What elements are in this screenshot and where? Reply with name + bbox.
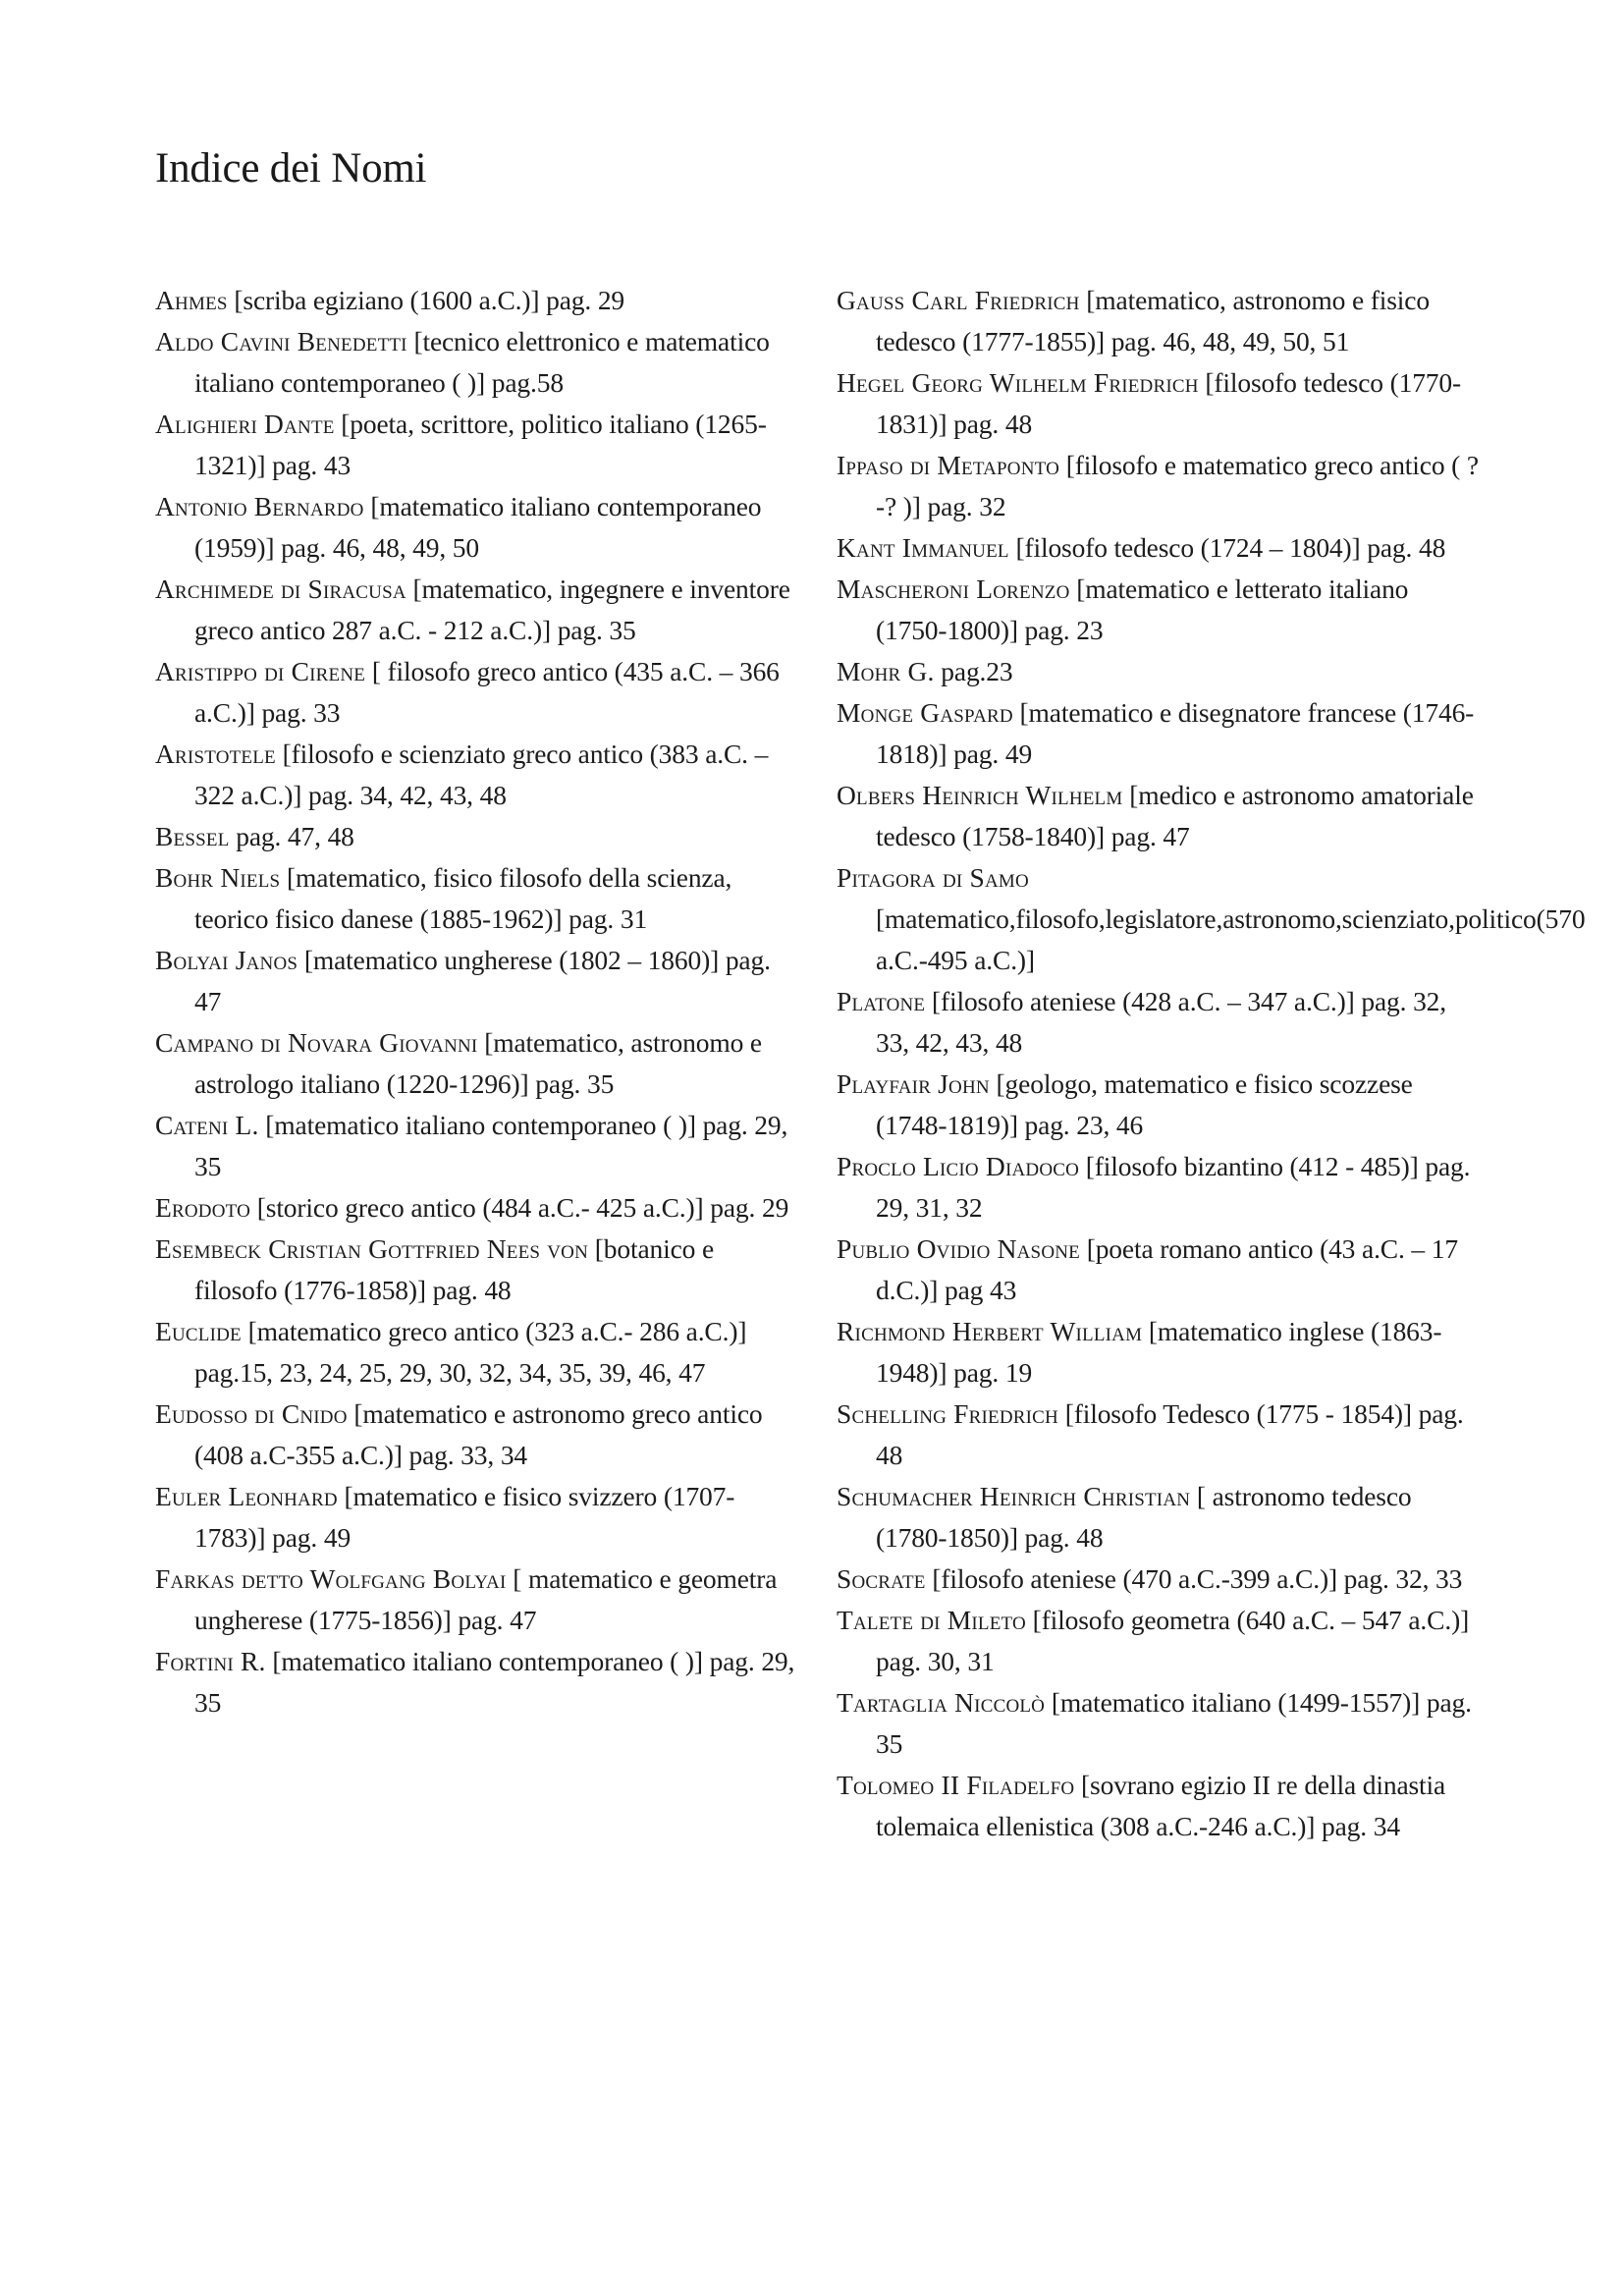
- entry-name: Bohr Niels: [155, 862, 281, 893]
- index-entry: [155, 1311, 803, 1394]
- page-title: Indice dei Nomi: [155, 145, 427, 191]
- entry-description: [matematico, astronomo e astrologo italiano (1220-1296)] pag. 35: [194, 1027, 762, 1099]
- index-entry: [837, 1146, 1485, 1229]
- entry-name: Schumacher Heinrich Christian: [837, 1481, 1191, 1511]
- entry-description: [matematico inglese (1863-1948)] pag. 19: [876, 1316, 1442, 1388]
- entry-description: [matematico, ingegnere e inventore greco antico 287 a.C. - 212 a.C.)] pag. 35: [194, 574, 790, 645]
- index-entry: [837, 1064, 1485, 1146]
- entry-name: Monge Gaspard: [837, 697, 1013, 728]
- entry-description: [ astronomo tedesco (1780-1850)] pag. 48: [876, 1481, 1412, 1553]
- entry-description: [ filosofo greco antico (435 a.C. – 366 a.C.)] pag. 33: [194, 656, 780, 728]
- index-column-left: [155, 280, 803, 1723]
- entry-name: Gauss Carl Friedrich: [837, 285, 1080, 315]
- entry-description: pag. 47, 48: [229, 821, 354, 851]
- entry-description: [filosofo ateniese (470 a.C.-399 a.C.)] pag. 32, 33: [925, 1563, 1463, 1594]
- entry-name: Kant Immanuel: [837, 532, 1009, 563]
- entry-description: [ matematico e geometra ungherese (1775-1856)] pag. 47: [194, 1563, 778, 1635]
- entry-description: [poeta romano antico (43 a.C. – 17 d.C.)] pag 43: [876, 1233, 1458, 1305]
- entry-description: [matematico e disegnatore francese (1746-1818)] pag. 49: [876, 697, 1475, 769]
- entry-description: [filosofo e scienziato greco antico (383 a.C. – 322 a.C.)] pag. 34, 42, 43, 48: [194, 738, 769, 810]
- index-entry: [155, 569, 803, 651]
- index-entry: [155, 816, 803, 857]
- entry-name: Eudosso di Cnido: [155, 1398, 348, 1429]
- index-entry: [155, 280, 803, 321]
- entry-name: Antonio Bernardo: [155, 491, 364, 521]
- entry-name: Ippaso di Metaponto: [837, 450, 1060, 480]
- index-entry: [155, 1558, 803, 1641]
- index-entry: [837, 1765, 1485, 1847]
- entry-name: Schelling Friedrich: [837, 1398, 1058, 1429]
- entry-description: [storico greco antico (484 a.C.- 425 a.C.)] pag. 29: [250, 1192, 789, 1223]
- index-entry: [155, 1641, 803, 1723]
- index-entry: [837, 1476, 1485, 1558]
- entry-description: [filosofo ateniese (428 a.C. – 347 a.C.)] pag. 32, 33, 42, 43, 48: [876, 986, 1446, 1058]
- entry-name: Ahmes: [155, 285, 228, 315]
- entry-description: [matematico italiano contemporaneo (1959)] pag. 46, 48, 49, 50: [194, 491, 762, 563]
- index-entry: [155, 940, 803, 1022]
- entry-description: [filosofo Tedesco (1775 - 1854)] pag. 48: [876, 1398, 1464, 1470]
- entry-description: [matematico e astronomo greco antico (408 a.C-355 a.C.)] pag. 33, 34: [194, 1398, 763, 1470]
- entry-name: Campano di Novara Giovanni: [155, 1027, 478, 1058]
- entry-description: [filosofo tedesco (1770-1831)] pag. 48: [876, 367, 1461, 439]
- entry-description: [sovrano egizio II re della dinastia tolemaica ellenistica (308 a.C.-246 a.C.)] pag. 34: [876, 1770, 1446, 1841]
- entry-description: [filosofo geometra (640 a.C. – 547 a.C.)] pag. 30, 31: [876, 1605, 1470, 1676]
- index-entry: [837, 362, 1485, 445]
- entry-name: Publio Ovidio Nasone: [837, 1233, 1080, 1264]
- entry-description: [filosofo bizantino (412 - 485)] pag. 29, 31, 32: [876, 1151, 1471, 1223]
- index-entry: [837, 981, 1485, 1064]
- index-entry: [155, 404, 803, 486]
- entry-name: Talete di Mileto: [837, 1605, 1026, 1635]
- index-entry: [837, 857, 1586, 981]
- entry-name: Pitagora di Samo: [837, 862, 1029, 893]
- index-entry: [155, 1229, 803, 1311]
- entry-name: Proclo Licio Diadoco: [837, 1151, 1080, 1181]
- index-entry: [155, 486, 803, 569]
- entry-name: Richmond Herbert William: [837, 1316, 1143, 1346]
- entry-name: Bessel: [155, 821, 230, 851]
- index-entry: [837, 445, 1485, 527]
- entry-name: Hegel Georg Wilhelm Friedrich: [837, 367, 1199, 398]
- index-entry: [837, 280, 1485, 362]
- entry-name: Aldo Cavini Benedetti: [155, 326, 407, 356]
- entry-name: Farkas detto Wolfgang Bolyai: [155, 1563, 507, 1594]
- index-entry: [837, 651, 1485, 692]
- entry-description: [filosofo tedesco (1724 – 1804)] pag. 48: [1008, 532, 1446, 563]
- entry-description: [matematico, astronomo e fisico tedesco (1777-1855)] pag. 46, 48, 49, 50, 51: [876, 285, 1430, 356]
- index-entry: [155, 1022, 803, 1105]
- index-entry: [155, 1187, 803, 1229]
- entry-description: [matematico e letterato italiano (1750-1800)] pag. 23: [876, 574, 1409, 645]
- entry-description: [poeta, scrittore, politico italiano (1265-1321)] pag. 43: [194, 409, 767, 480]
- entry-description: [geologo, matematico e fisico scozzese (1748-1819)] pag. 23, 46: [876, 1068, 1413, 1140]
- entry-description: [matematico, fisico filosofo della scienza, teorico fisico danese (1885-1962)] pag. 31: [194, 862, 732, 934]
- index-entry: [837, 527, 1485, 569]
- entry-name: Aristippo di Cirene: [155, 656, 366, 686]
- entry-name: Cateni L.: [155, 1110, 259, 1140]
- entry-name: Tolomeo II Filadelfo: [837, 1770, 1075, 1800]
- entry-name: Bolyai Janos: [155, 945, 298, 975]
- entry-name: Esembeck Cristian Gottfried Nees von: [155, 1233, 589, 1264]
- entry-description: [tecnico elettronico e matematico italiano contemporaneo ( )] pag.58: [194, 326, 770, 398]
- entry-description: [matematico e fisico svizzero (1707-1783)] pag. 49: [194, 1481, 735, 1553]
- index-column-right: [837, 280, 1586, 1847]
- index-entry: [155, 857, 803, 940]
- index-entry: [155, 651, 803, 734]
- entry-description: pag.23: [934, 656, 1013, 686]
- entry-description: [matematico ungherese (1802 – 1860)] pag. 47: [194, 945, 771, 1016]
- index-entry: [155, 1105, 803, 1187]
- entry-name: Euler Leonhard: [155, 1481, 338, 1511]
- entry-name: Mohr G.: [837, 656, 935, 686]
- index-entry: [155, 734, 803, 816]
- entry-name: Erodoto: [155, 1192, 251, 1223]
- entry-description: [medico e astronomo amatoriale tedesco (1758-1840)] pag. 47: [876, 780, 1474, 851]
- entry-name: Aristotele: [155, 738, 276, 769]
- entry-description: [matematico italiano contemporaneo ( )] pag. 29, 35: [194, 1646, 795, 1718]
- entry-name: Archimede di Siracusa: [155, 574, 406, 604]
- index-entry: [837, 1558, 1485, 1600]
- entry-name: Socrate: [837, 1563, 926, 1594]
- index-entry: [837, 1311, 1485, 1394]
- entry-description: [matematico,filosofo,legislatore,astronomo,scienziato,politico(570 a.C.-495 a.C.)]: [876, 903, 1586, 975]
- entry-description: [botanico e filosofo (1776-1858)] pag. 48: [194, 1233, 715, 1305]
- index-entry: [837, 1229, 1485, 1311]
- index-entry: [837, 569, 1485, 651]
- index-entry: [837, 1394, 1485, 1476]
- entry-name: Fortini R.: [155, 1646, 266, 1676]
- index-entry: [837, 775, 1485, 857]
- entry-description: [matematico greco antico (323 a.C.- 286 a.C.)] pag.15, 23, 24, 25, 29, 30, 32, 34, 35, 39, 46, 47: [194, 1316, 747, 1388]
- index-entry: [155, 321, 803, 404]
- entry-name: Olbers Heinrich Wilhelm: [837, 780, 1123, 810]
- entry-description: [scriba egiziano (1600 a.C.)] pag. 29: [227, 285, 625, 315]
- entry-name: Playfair John: [837, 1068, 990, 1099]
- entry-description: [filosofo e matematico greco antico ( ? -? )] pag. 32: [876, 450, 1479, 521]
- entry-description: [matematico italiano (1499-1557)] pag. 35: [876, 1687, 1472, 1759]
- index-entry: [837, 692, 1485, 775]
- index-entry: [155, 1394, 803, 1476]
- index-entry: [837, 1600, 1485, 1682]
- index-entry: [837, 1682, 1485, 1765]
- entry-name: Alighieri Dante: [155, 409, 335, 439]
- entry-name: Platone: [837, 986, 926, 1016]
- entry-name: Euclide: [155, 1316, 242, 1346]
- entry-description: [matematico italiano contemporaneo ( )] pag. 29, 35: [194, 1110, 788, 1181]
- entry-name: Mascheroni Lorenzo: [837, 574, 1070, 604]
- entry-name: Tartaglia Niccolò: [837, 1687, 1046, 1718]
- index-entry: [155, 1476, 803, 1558]
